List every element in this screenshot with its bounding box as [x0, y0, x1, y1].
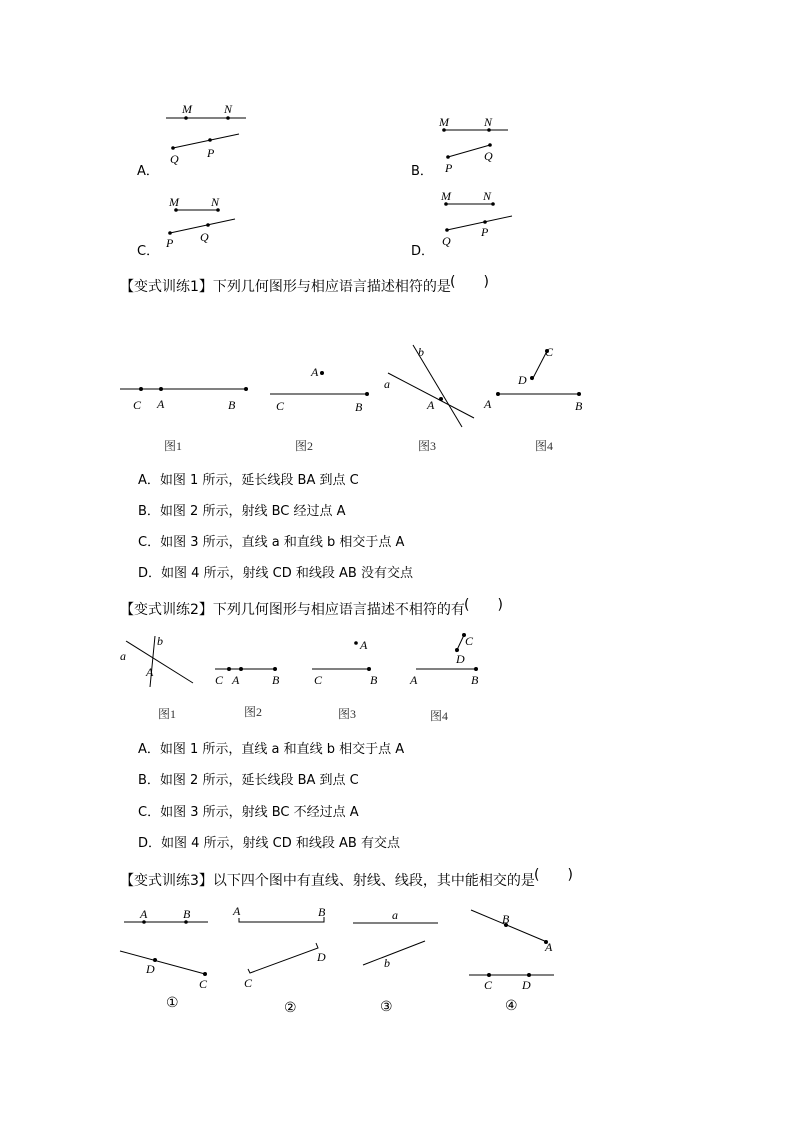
top-option-d-letter: D．	[411, 244, 435, 259]
point-label: C	[484, 978, 493, 992]
top-option-b-letter: B．	[411, 164, 433, 179]
label-m: M	[439, 115, 449, 129]
q3-figures	[0, 895, 794, 1025]
q3-fig3	[353, 908, 438, 970]
q1-option-c[interactable]: C．如图 3 所示，直线 a 和直线 b 相交于点 A	[138, 535, 405, 550]
point-label: B	[575, 399, 583, 413]
q3-caption-2: ②	[284, 1001, 297, 1016]
point-label: D	[522, 978, 531, 992]
q2-option-c[interactable]: C．如图 3 所示，射线 BC 不经过点 A	[138, 805, 359, 820]
q1-fig4	[483, 345, 583, 413]
q1-fig2	[270, 365, 369, 414]
point-label: A	[427, 398, 435, 412]
label-p: P	[445, 161, 453, 175]
point-label: D	[317, 950, 326, 964]
q2-figures	[0, 625, 794, 695]
point-label: A	[484, 397, 492, 411]
point-label: B	[272, 673, 280, 687]
label-p: P	[207, 146, 215, 160]
point-label: A	[233, 904, 241, 918]
label-m: M	[182, 102, 192, 116]
label-p: P	[166, 236, 174, 250]
top-option-a-figure	[166, 102, 246, 166]
q1-caption-2: 图2	[295, 439, 314, 453]
top-option-c-figure	[165, 195, 235, 250]
top-options-diagrams	[0, 0, 794, 270]
top-option-c-letter: C．	[137, 244, 160, 259]
label-q: Q	[442, 234, 451, 248]
point-label: A	[545, 940, 553, 954]
q3-fig1	[120, 907, 208, 991]
q3-caption-1: ①	[166, 996, 179, 1011]
q2-fig3	[312, 638, 378, 687]
q1-answer-paren: ( )	[450, 274, 489, 290]
point-label: B	[355, 400, 363, 414]
label-p: P	[481, 225, 489, 239]
point-label: D	[456, 652, 465, 666]
q3-fig2	[232, 904, 326, 990]
q1-option-b[interactable]: B．如图 2 所示，射线 BC 经过点 A	[138, 504, 346, 519]
point-label: C	[276, 399, 285, 413]
q1-caption-4: 图4	[535, 439, 554, 453]
point-label: b	[157, 634, 163, 648]
q2-caption-4: 图4	[430, 709, 449, 723]
point-label: B	[318, 905, 326, 919]
q3-caption-4: ④	[505, 999, 518, 1014]
q2-caption-2: 图2	[244, 705, 263, 719]
label-n: N	[224, 102, 233, 116]
point-label: A	[157, 397, 165, 411]
q2-option-a[interactable]: A．如图 1 所示，直线 a 和直线 b 相交于点 A	[138, 742, 405, 757]
label-n: N	[211, 195, 220, 209]
point-label: D	[518, 373, 527, 387]
point-label: B	[183, 907, 191, 921]
q1-option-a[interactable]: A．如图 1 所示，延长线段 BA 到点 C	[138, 473, 359, 488]
label-q: Q	[200, 230, 209, 244]
point-label: B	[471, 673, 479, 687]
point-label: B	[228, 398, 236, 412]
label-n: N	[483, 189, 492, 203]
point-label: A	[140, 907, 148, 921]
point-label: C	[545, 345, 554, 359]
point-label: C	[199, 977, 208, 991]
q1-fig1	[120, 387, 248, 412]
q1-option-d[interactable]: D．如图 4 所示，射线 CD 和线段 AB 没有交点	[138, 566, 413, 581]
point-label: A	[311, 365, 319, 379]
q1-title: 【变式训练1】下列几何图形与相应语言描述相符的是	[120, 279, 451, 295]
q3-title: 【变式训练3】以下四个图中有直线、射线、线段，其中能相交的是	[120, 873, 535, 889]
q2-option-b[interactable]: B．如图 2 所示，延长线段 BA 到点 C	[138, 773, 359, 788]
label-n: N	[484, 115, 493, 129]
q3-fig4	[469, 910, 554, 992]
top-option-b-figure	[438, 115, 508, 175]
q3-answer-paren: ( )	[534, 867, 573, 883]
point-label: C	[244, 976, 253, 990]
point-label: A	[360, 638, 368, 652]
point-label: A	[410, 673, 418, 687]
point-label: B	[370, 673, 378, 687]
q2-answer-paren: ( )	[464, 597, 503, 613]
point-label: C	[314, 673, 323, 687]
top-option-d-figure	[440, 189, 512, 248]
point-label: D	[146, 962, 155, 976]
q1-fig3	[384, 345, 474, 427]
q2-fig4	[409, 633, 479, 687]
point-label: b	[418, 345, 424, 359]
label-m: M	[441, 189, 451, 203]
point-label: A	[146, 665, 154, 679]
label-q: Q	[170, 152, 179, 166]
q2-caption-1: 图1	[158, 707, 177, 721]
q1-caption-1: 图1	[164, 439, 183, 453]
point-label: A	[232, 673, 240, 687]
label-q: Q	[484, 149, 493, 163]
q2-title: 【变式训练2】下列几何图形与相应语言描述不相符的有	[120, 602, 465, 618]
point-label: a	[384, 377, 390, 391]
point-label: b	[384, 956, 390, 970]
point-label: B	[502, 912, 510, 926]
q2-fig1	[120, 634, 193, 687]
point-label: a	[392, 908, 398, 922]
q2-caption-3: 图3	[338, 707, 357, 721]
q2-fig2	[215, 667, 280, 687]
point-label: a	[120, 649, 126, 663]
label-m: M	[169, 195, 179, 209]
point-label: C	[133, 398, 142, 412]
top-option-a-letter: A．	[137, 164, 159, 179]
point-label: C	[215, 673, 224, 687]
point-label: C	[465, 634, 474, 648]
q3-caption-3: ③	[380, 1000, 393, 1015]
q1-figures	[0, 330, 794, 440]
q2-option-d[interactable]: D．如图 4 所示，射线 CD 和线段 AB 有交点	[138, 836, 400, 851]
q1-caption-3: 图3	[418, 439, 437, 453]
